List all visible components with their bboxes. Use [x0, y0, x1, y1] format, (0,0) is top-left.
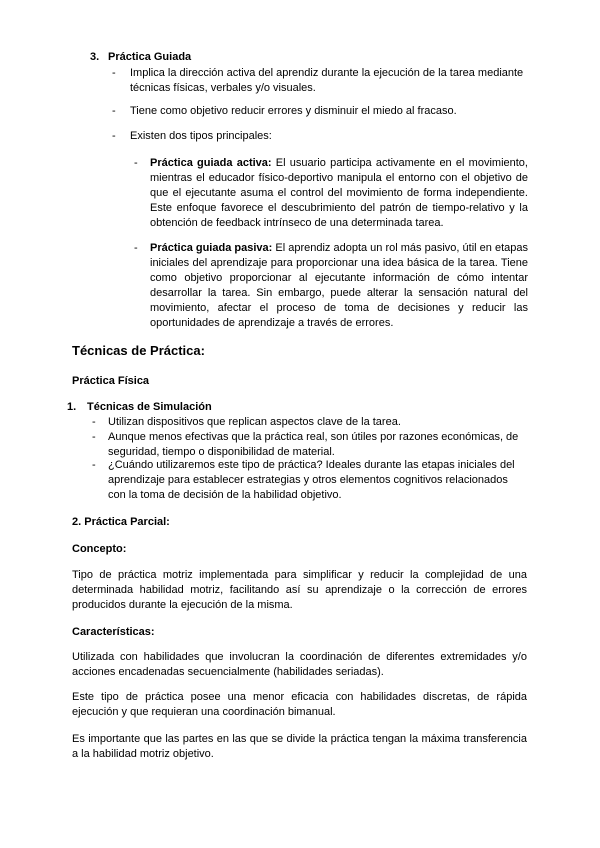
dash-marker: -: [92, 431, 96, 443]
dash-marker: -: [112, 67, 116, 79]
simulation-title: Técnicas de Simulación: [87, 401, 212, 413]
techniques-heading: Técnicas de Práctica:: [72, 343, 205, 358]
guided-active-paragraph: [150, 156, 528, 231]
bullet-text: ¿Cuándo utilizaremos este tipo de práctica? Ideales durante las etapas iniciales del aprendizaje para establecer estrategias y otros elementos cognitivos relacionados con la toma de decisión de la habilidad objetivo.: [108, 459, 515, 501]
guided-passive-text: El aprendiz adopta un rol más pasivo, útil en etapas iniciales del aprendizaje para proporcionar una idea básica de la tarea. Tiene como objetivo proporcionar al ejecutante información de cómo intentar desarrollar la tarea. Sin embargo, puede alterar la sensación natural del movimiento, afectar el proceso de toma de decisiones y reducir las oportunidades de aprendizaje a través de errores.: [150, 242, 528, 329]
partial-practice-title: 2. Práctica Parcial:: [72, 516, 170, 528]
dash-marker: -: [112, 105, 116, 117]
section-title: Práctica Guiada: [108, 51, 192, 63]
bullet-text: Tiene como objetivo reducir errores y disminuir el miedo al fracaso.: [130, 105, 457, 117]
characteristics-label: Características:: [72, 626, 155, 638]
bullet-text: Utilizan dispositivos que replican aspectos clave de la tarea.: [108, 416, 401, 428]
dash-marker: -: [134, 242, 138, 254]
bullet-text: Aunque menos efectivas que la práctica real, son útiles por razones económicas, de seguridad, tiempo o disponibilidad de material.: [108, 431, 519, 458]
concept-label: Concepto:: [72, 543, 127, 555]
concept-paragraph: Tipo de práctica motriz implementada para simplificar y reducir la complejidad de una determinada habilidad motriz, facilitando así su aprendizaje o la corrección de errores producidos durante la ejecución de la misma.: [72, 569, 527, 611]
dash-marker: -: [92, 416, 96, 428]
simulation-number: 1.: [67, 401, 77, 413]
dash-marker: -: [134, 157, 138, 169]
guided-active-text: El usuario participa activamente en el movimiento, mientras el educador físico-deportivo manipula el entorno con el objetivo de que el ejecutante asuma el control del movimiento de forma independiente. Este enfoque favorece el descubrimiento del patrón de tiempo-relativo y la obtención de feedback intrínseco de una determinada tarea.: [150, 157, 528, 229]
physical-practice-heading: Práctica Física: [72, 375, 150, 387]
guided-active-label: Práctica guiada activa:: [150, 157, 272, 169]
dash-marker: -: [92, 459, 96, 471]
guided-passive-paragraph: [150, 241, 528, 331]
dash-marker: -: [112, 130, 116, 142]
characteristics-paragraph-2: Este tipo de práctica posee una menor eficacia con habilidades discretas, de rápida ejecución y que requieran una coordinación bimanual.: [72, 691, 527, 718]
bullet-text: Existen dos tipos principales:: [130, 130, 272, 142]
section-number: 3.: [90, 51, 100, 63]
bullet-text: Implica la dirección activa del aprendiz durante la ejecución de la tarea mediante técnicas físicas, verbales y/o visuales.: [130, 67, 524, 94]
characteristics-paragraph-1: Utilizada con habilidades que involucran la coordinación de diferentes extremidades y/o acciones encadenadas secuencialmente (habilidades seriadas).: [72, 651, 527, 678]
guided-passive-label: Práctica guiada pasiva:: [150, 242, 273, 254]
characteristics-paragraph-3: Es importante que las partes en las que se divide la práctica tengan la máxima transferencia a la habilidad motriz objetivo.: [72, 733, 527, 760]
